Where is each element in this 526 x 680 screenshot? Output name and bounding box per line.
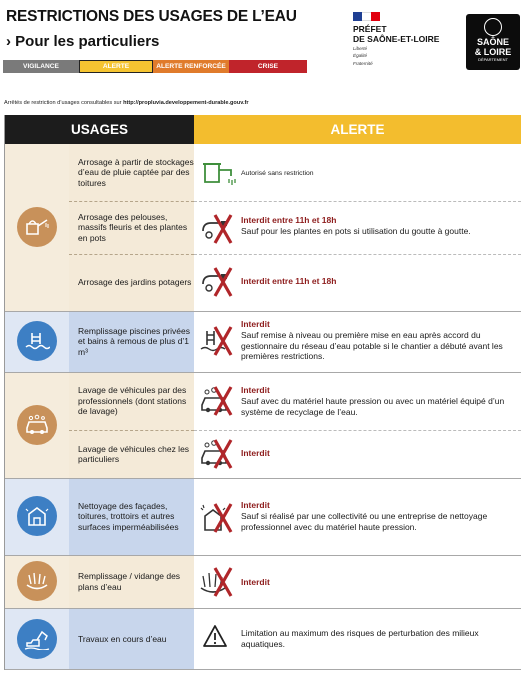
- alerte-row-plans-eau: [194, 555, 521, 608]
- status-interdit: Interdit: [241, 385, 270, 395]
- alerte-row-potagers: [194, 254, 521, 311]
- detail-travaux: Limitation au maximum des risques de perturbation des milieux aquatiques.: [241, 628, 479, 649]
- departement-logo: [466, 14, 520, 70]
- excavator-icon: [17, 619, 57, 659]
- alert-level-scale: [3, 60, 307, 73]
- status-interdit: Interdit: [241, 448, 270, 458]
- usage-potagers: Arrosage des jardins potagers: [69, 254, 194, 311]
- rain-barrel-icon: [199, 158, 239, 190]
- level-alerte-active: ALERTE: [79, 60, 153, 73]
- alerte-row-lavage-particuliers: [194, 430, 521, 478]
- usage-piscines: Remplissage piscines privées et bains à remous de plus d’1 m³: [69, 311, 194, 372]
- alerte-text-nettoyage: [241, 500, 515, 532]
- source-link[interactable]: http://propluvia.developpement-durable.gouv.fr: [123, 100, 249, 106]
- alerte-text-piscines: [241, 319, 515, 362]
- logo-line3: DÉPARTEMENT: [478, 57, 508, 62]
- column-header-usages: USAGES: [5, 115, 194, 144]
- cleaning-forbidden-icon: [199, 502, 239, 534]
- motto-fraternite: Fraternité: [353, 60, 373, 66]
- alerte-row-pelouses: [194, 201, 521, 254]
- logo-line1: SAÔNE: [476, 37, 509, 47]
- usage-lavage-particuliers: Lavage de véhicules chez les particuliers: [69, 430, 194, 478]
- usage-nettoyage: Nettoyage des façades, toitures, trottoirs et autres surfaces imperméabilisées: [69, 478, 194, 555]
- alerte-row-eau-pluie: [194, 144, 521, 201]
- status-autorise: Autorisé sans restriction: [241, 170, 314, 177]
- restrictions-table: [4, 115, 520, 670]
- detail-pelouses: Sauf pour les plantes en pots si utilisation du goutte à goutte.: [241, 225, 471, 236]
- status-interdit: Interdit: [241, 319, 270, 329]
- level-alerte-renforcee: ALERTE RENFORCÉE: [153, 60, 229, 73]
- source-text: Arrêtés de restriction d’usages consultables sur: [4, 100, 124, 106]
- car-wash-forbidden-icon: [199, 385, 239, 417]
- status-interdit-horaire: Interdit entre 11h et 18h: [241, 276, 337, 286]
- alerte-text-lavage-pro: [241, 385, 515, 417]
- motto-liberte: Liberté: [353, 46, 368, 51]
- motto-egalite: Égalité: [353, 53, 368, 59]
- level-crise: CRISE: [229, 60, 307, 73]
- group-travaux: [5, 608, 69, 670]
- group-piscines: [5, 311, 69, 372]
- pond-forbidden-icon: [199, 566, 239, 598]
- cleaning-group-icon: [17, 496, 57, 536]
- usage-lavage-pro: Lavage de véhicules par des professionnels (dont stations de lavage): [69, 372, 194, 430]
- alerte-text-pelouses: [241, 215, 515, 237]
- alerte-text-travaux: [241, 628, 515, 650]
- warning-icon: [199, 620, 239, 652]
- pond-group-icon: [17, 561, 57, 601]
- pool-forbidden-icon: [199, 325, 239, 357]
- group-nettoyage: [5, 478, 69, 555]
- alerte-row-travaux: [194, 608, 521, 670]
- level-vigilance: VIGILANCE: [3, 60, 79, 73]
- prefet-line1: PRÉFET: [353, 24, 387, 34]
- alerte-text-potagers: [241, 276, 515, 287]
- alerte-text-plans-eau: [241, 577, 515, 588]
- group-vehicules: [5, 372, 69, 478]
- car-wash-group-icon: [17, 405, 57, 445]
- column-header-alerte: ALERTE: [194, 115, 521, 144]
- alerte-row-nettoyage: [194, 478, 521, 555]
- watering-can-icon: [17, 207, 57, 247]
- prefet-logo: [353, 12, 443, 66]
- car-wash-forbidden-icon: [199, 438, 239, 470]
- usage-pelouses: Arrosage des pelouses, massifs fleuris et des plantes en pots: [69, 201, 194, 254]
- status-interdit: Interdit: [241, 500, 270, 510]
- hose-forbidden-icon: [199, 266, 239, 298]
- page-subtitle: › Pour les particuliers: [6, 33, 160, 50]
- detail-piscines: Sauf remise à niveau ou première mise en eau après accord du gestionnaire du réseau d’eau potable si le chantier a débuté avant les premières restrictions.: [241, 329, 503, 362]
- detail-nettoyage: Sauf si réalisé par une collectivité ou une entreprise de nettoyage professionnel avec du matériel haute pression.: [241, 510, 488, 532]
- source-note: [4, 100, 249, 106]
- detail-lavage-pro: Sauf avec du matériel haute pression ou avec un matériel équipé d’un système de recyclage de l’eau.: [241, 395, 505, 417]
- status-interdit-horaire: Interdit entre 11h et 18h: [241, 215, 337, 225]
- french-flag-icon: [353, 12, 380, 21]
- usage-plans-eau: Remplissage / vidange des plans d’eau: [69, 555, 194, 608]
- alerte-row-piscines: [194, 311, 521, 372]
- group-plans-eau: [5, 555, 69, 608]
- hose-forbidden-icon: [199, 213, 239, 245]
- usage-eau-pluie: Arrosage à partir de stockages d’eau de pluie captée par des toitures: [69, 144, 194, 201]
- logo-line2: & LOIRE: [474, 46, 512, 57]
- page-title: RESTRICTIONS DES USAGES DE L’EAU: [6, 8, 297, 25]
- usage-travaux: Travaux en cours d’eau: [69, 608, 194, 670]
- prefet-line2: DE SAÔNE-ET-LOIRE: [353, 34, 440, 44]
- group-arrosage: [5, 144, 69, 311]
- logo-emblem-icon: [484, 18, 502, 36]
- status-interdit: Interdit: [241, 577, 270, 587]
- pool-ladder-icon: [17, 321, 57, 361]
- alerte-row-lavage-pro: [194, 372, 521, 430]
- alerte-text-lavage-particuliers: [241, 448, 515, 459]
